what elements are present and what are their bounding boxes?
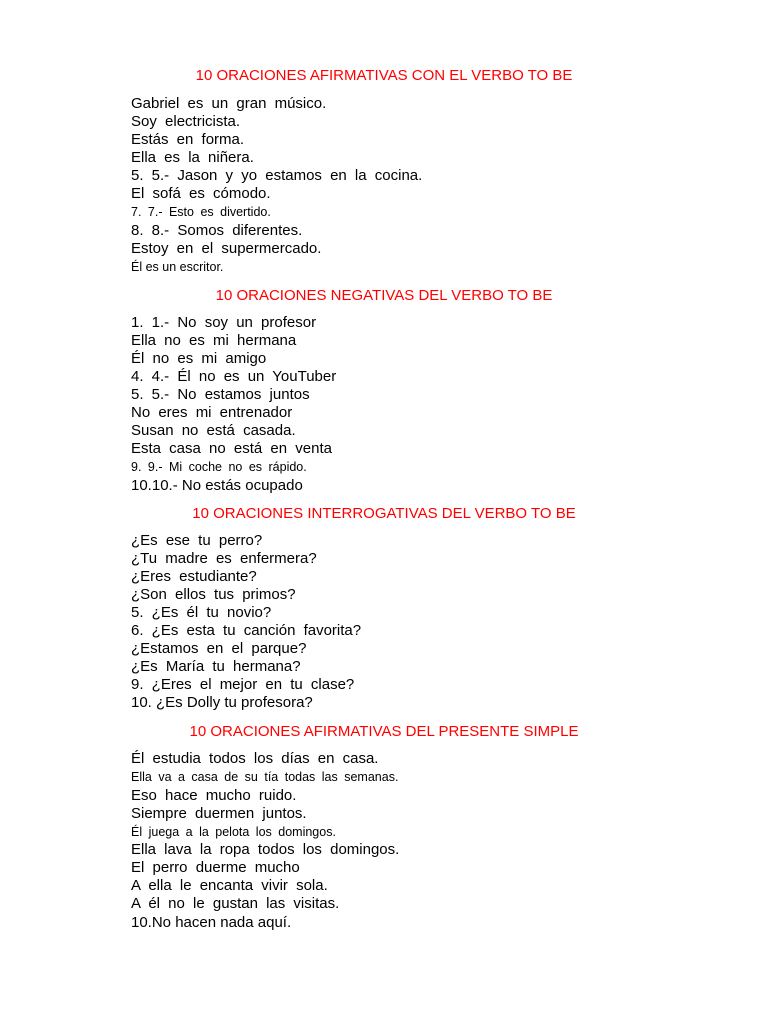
sentence: Estoy en el supermercado. [131, 240, 322, 257]
sentence: Ella va a casa de su tía todas las semanas. [131, 770, 399, 784]
sentence: Siempre duermen juntos. [131, 805, 307, 822]
sentence: ¿Es ese tu perro? [131, 532, 263, 549]
sentence: 9. ¿Eres el mejor en tu clase? [131, 676, 355, 693]
sentence: El perro duerme mucho [131, 859, 300, 876]
sentence: 9. 9.- Mi coche no es rápido. [131, 460, 307, 474]
sentence: ¿Eres estudiante? [131, 568, 257, 585]
sentence: 5. 5.- Jason y yo estamos en la cocina. [131, 167, 423, 184]
sentence: Eso hace mucho ruido. [131, 787, 297, 804]
sentence: Estás en forma. [131, 131, 245, 148]
sentence: 10.10.- No estás ocupado [131, 477, 303, 494]
sentence: El sofá es cómodo. [131, 185, 271, 202]
section-heading-interrogativas-to-be: 10 ORACIONES INTERROGATIVAS DEL VERBO TO BE [192, 505, 576, 522]
sentence: 4. 4.- Él no es un YouTuber [131, 368, 337, 385]
sentence: Él estudia todos los días en casa. [131, 750, 379, 767]
sentence: Él es un escritor. [131, 260, 224, 274]
sentence: Ella lava la ropa todos los domingos. [131, 841, 400, 858]
sentence: A ella le encanta vivir sola. [131, 877, 328, 894]
sentence: Susan no está casada. [131, 422, 296, 439]
sentence: Soy electricista. [131, 113, 241, 130]
sentence: 7. 7.- Esto es divertido. [131, 205, 271, 219]
sentence: 10. ¿Es Dolly tu profesora? [131, 694, 313, 711]
sentence: 10.No hacen nada aquí. [131, 914, 292, 931]
section-heading-afirmativas-to-be: 10 ORACIONES AFIRMATIVAS CON EL VERBO TO BE [195, 67, 573, 84]
sentence: ¿Estamos en el parque? [131, 640, 307, 657]
sentence: Él no es mi amigo [131, 350, 267, 367]
sentence: 8. 8.- Somos diferentes. [131, 222, 303, 239]
sentence: Ella es la niñera. [131, 149, 254, 166]
sentence: Él juega a la pelota los domingos. [131, 825, 336, 839]
section-heading-negativas-to-be: 10 ORACIONES NEGATIVAS DEL VERBO TO BE [215, 287, 553, 304]
sentence: Esta casa no está en venta [131, 440, 332, 457]
sentence: A él no le gustan las visitas. [131, 895, 340, 912]
sentence: 6. ¿Es esta tu canción favorita? [131, 622, 362, 639]
sentence: ¿Son ellos tus primos? [131, 586, 296, 603]
sentence: No eres mi entrenador [131, 404, 293, 421]
sentence: Gabriel es un gran músico. [131, 95, 327, 112]
sentence: 5. 5.- No estamos juntos [131, 386, 310, 403]
sentence: 1. 1.- No soy un profesor [131, 314, 317, 331]
sentence: ¿Tu madre es enfermera? [131, 550, 317, 567]
sentence: ¿Es María tu hermana? [131, 658, 301, 675]
section-heading-afirmativas-presente-simple: 10 ORACIONES AFIRMATIVAS DEL PRESENTE SIMPLE [189, 723, 579, 740]
sentence: 5. ¿Es él tu novio? [131, 604, 272, 621]
sentence: Ella no es mi hermana [131, 332, 297, 349]
